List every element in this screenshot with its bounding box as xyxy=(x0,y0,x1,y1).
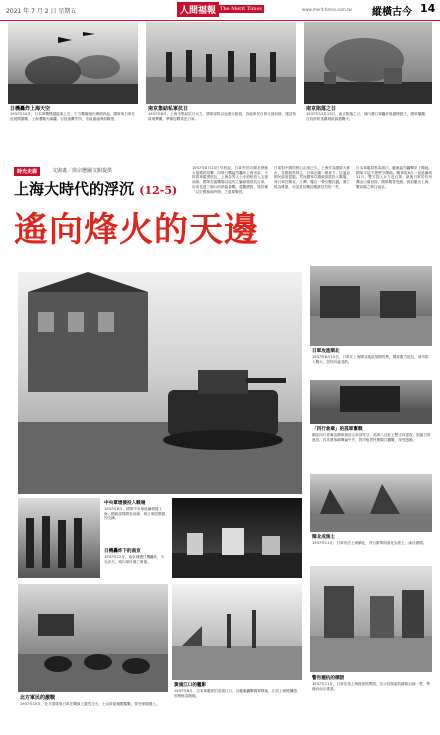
left-title-3: 北方軍民的激戰 xyxy=(20,695,56,701)
left-body-1: 1937年8月，國軍中央軍陸續增援上海，精銳部隊開赴前線，與日軍展開激烈交鋒。 xyxy=(104,507,166,521)
photo-nanjing-bombing xyxy=(172,498,302,578)
left-title-1: 中央軍增援投入戰場 xyxy=(104,501,146,506)
left-body-3: 1937年10月，北方部隊與日軍在戰線上激烈交火，士兵倚靠掩體奮戰，誓死保衛國土。 xyxy=(20,702,160,706)
smoke-illustration xyxy=(304,22,432,104)
feature-headline: 遙向烽火的天邊 xyxy=(14,210,259,250)
photo-huangpu-warships xyxy=(172,584,302,680)
left-body-4: 1937年8月，日本軍艦停泊黃浦江口，以艦砲轟擊國軍陣地，江面上硝煙瀰漫，形勢極為險峻。 xyxy=(174,689,301,698)
feature-title-number: (12-5) xyxy=(139,184,178,197)
photo-warning-slogan xyxy=(310,566,432,672)
header-date: 2021 年 7 月 2 日 星期五 xyxy=(6,8,77,15)
feature-title-text: 上海大時代的浮沉 xyxy=(14,180,135,198)
photo-zhabei-attack xyxy=(310,266,432,346)
body-column-2: 日軍對中國的野心由來已久，上海作為國際大都市，各國租界林立，日軍企圖一舉拿下，以逼迫國民政府屈服。然而國軍以精銳部隊投入戰場，與日軍在閘北、江灣、羅店一帶反覆拉鋸，傷亡極為慘重，可說是抗戰初期最壯烈的一頁。 xyxy=(274,166,350,189)
masthead-english: The Merit Times xyxy=(220,6,262,12)
left-title-4: 黃浦江口的艦影 xyxy=(174,683,207,688)
photo-troops-march xyxy=(146,22,296,104)
side-body-4: 1937年11月，日軍佔領上海後張貼標語，宣示控制滬杭鐵路沿線一帶，準備向南京推進。 xyxy=(312,682,430,691)
photo-north-battle xyxy=(18,584,168,692)
section-name: 縱橫古今 xyxy=(372,7,412,18)
feature-title xyxy=(14,178,177,199)
side-title-2: 「四行倉庫」的孤軍奮戰 xyxy=(312,427,363,432)
side-title-4: 警告滬杭的標語 xyxy=(312,676,345,681)
header-url: www.merit-times.com.tw xyxy=(302,7,352,12)
left-body-2: 1937年12月，南京城遭日機轟炸，火光沖天，城內軍民傷亡慘重。 xyxy=(104,555,165,564)
side-body-2: 閘北四行倉庫由國軍謝晉元率部死守，孤軍八百壯士堅守四晝夜，阻擋日軍進攻，其英勇事蹟傳遍中外，對岸租界民眾隔江觀戰，深受感動。 xyxy=(312,433,431,442)
soldiers-illustration xyxy=(18,498,100,578)
photo-air-raid xyxy=(8,22,138,104)
caption-title-troops: 南京集結私軍抗日 xyxy=(148,106,189,112)
caption-title-nanjing: 南京陷落之日 xyxy=(306,106,337,112)
caption-body-troops: 1937年8月，上海市集結抗日兵力，國軍部隊沿途進行動員，各地軍民自發支援前線，運送物資與彈藥，準備迎戰來犯日軍。 xyxy=(148,112,296,121)
battle-illustration xyxy=(18,584,168,692)
photo-zhabei-ruins xyxy=(310,474,432,532)
slogan-illustration xyxy=(310,566,432,672)
body-column-1: 1937年8月13日早晨起，日軍突然向閘北發動大規模的攻擊，同時日機猛烈轟炸上海市區。不料我軍奮勇抵抗，上海各界人士亦紛紛投入支援前線。國軍在滬戰場以血肉之軀頑強抵抗日軍，形成長達三個月的淞滬會戰，震驚國際，後世稱「以空間換取時間」之重要戰役。 xyxy=(192,166,268,194)
side-body-1: 1937年8月15日，日軍在上海閘北地區展開攻勢，國軍奮力抵抗，城市陷入戰火，居民四處逃散。 xyxy=(312,355,429,364)
caption-body-nanjing: 1937年12月13日，南京陷落之日，城內遭日軍轟炸後濃煙竄天，國軍撤離，百姓紛紛逃離城區躲避戰火。 xyxy=(306,112,429,121)
warship-illustration xyxy=(172,584,302,680)
side-title-1: 日軍攻進閘北 xyxy=(312,349,340,354)
bombing-illustration xyxy=(172,498,302,578)
photo-main-tank xyxy=(18,272,302,494)
left-title-2: 日機轟炸下的南京 xyxy=(104,549,141,554)
page-number: 14 xyxy=(420,2,436,15)
feature-byline: 文與畫／徐宗懋圖文館提供 xyxy=(52,168,113,174)
caption-body-air-raid: 1937年10月，日本軍機飛越滬東上空，下方戰禍頻仍煙硝四起，國軍與日軍在此展開激戰，上海遭戰火蹂躪，百姓流離失所，市區處處殘垣斷壁。 xyxy=(10,112,136,121)
side-body-3: 1937年11月，日軍攻佔上海閘北，昔日繁華街道化為焦土，滿目瘡痍。 xyxy=(312,541,427,545)
body-column-3: 日本軍艦群集黃浦江，艦砲猛烈轟擊岸上陣地，國軍不屈不撓堅守陣地。戰事從8月一直延續到11月，雙方投入兵力近百萬。最後日軍於杭州灣金山衛登陸，國軍腹背受敵，被迫撤出上海，戰局隨之移往南京。 xyxy=(356,166,432,189)
ruins-illustration xyxy=(310,474,432,532)
feature-tag: 時光走廊 xyxy=(14,167,40,176)
photo-nanjing-smoke xyxy=(304,22,432,104)
troops-illustration xyxy=(146,22,296,104)
header-bar xyxy=(0,0,440,21)
caption-title-air-raid: 日機轟炸上海天空 xyxy=(10,106,51,112)
photo-reinforcements xyxy=(18,498,100,578)
warehouse-illustration xyxy=(310,380,432,424)
side-title-3: 閘北成焦土 xyxy=(312,535,335,540)
photo-sihang-warehouse xyxy=(310,380,432,424)
air-raid-illustration xyxy=(8,22,138,104)
flood-illustration xyxy=(310,266,432,346)
masthead-logo: 人間福報 xyxy=(177,2,219,17)
tank-illustration xyxy=(18,272,302,494)
